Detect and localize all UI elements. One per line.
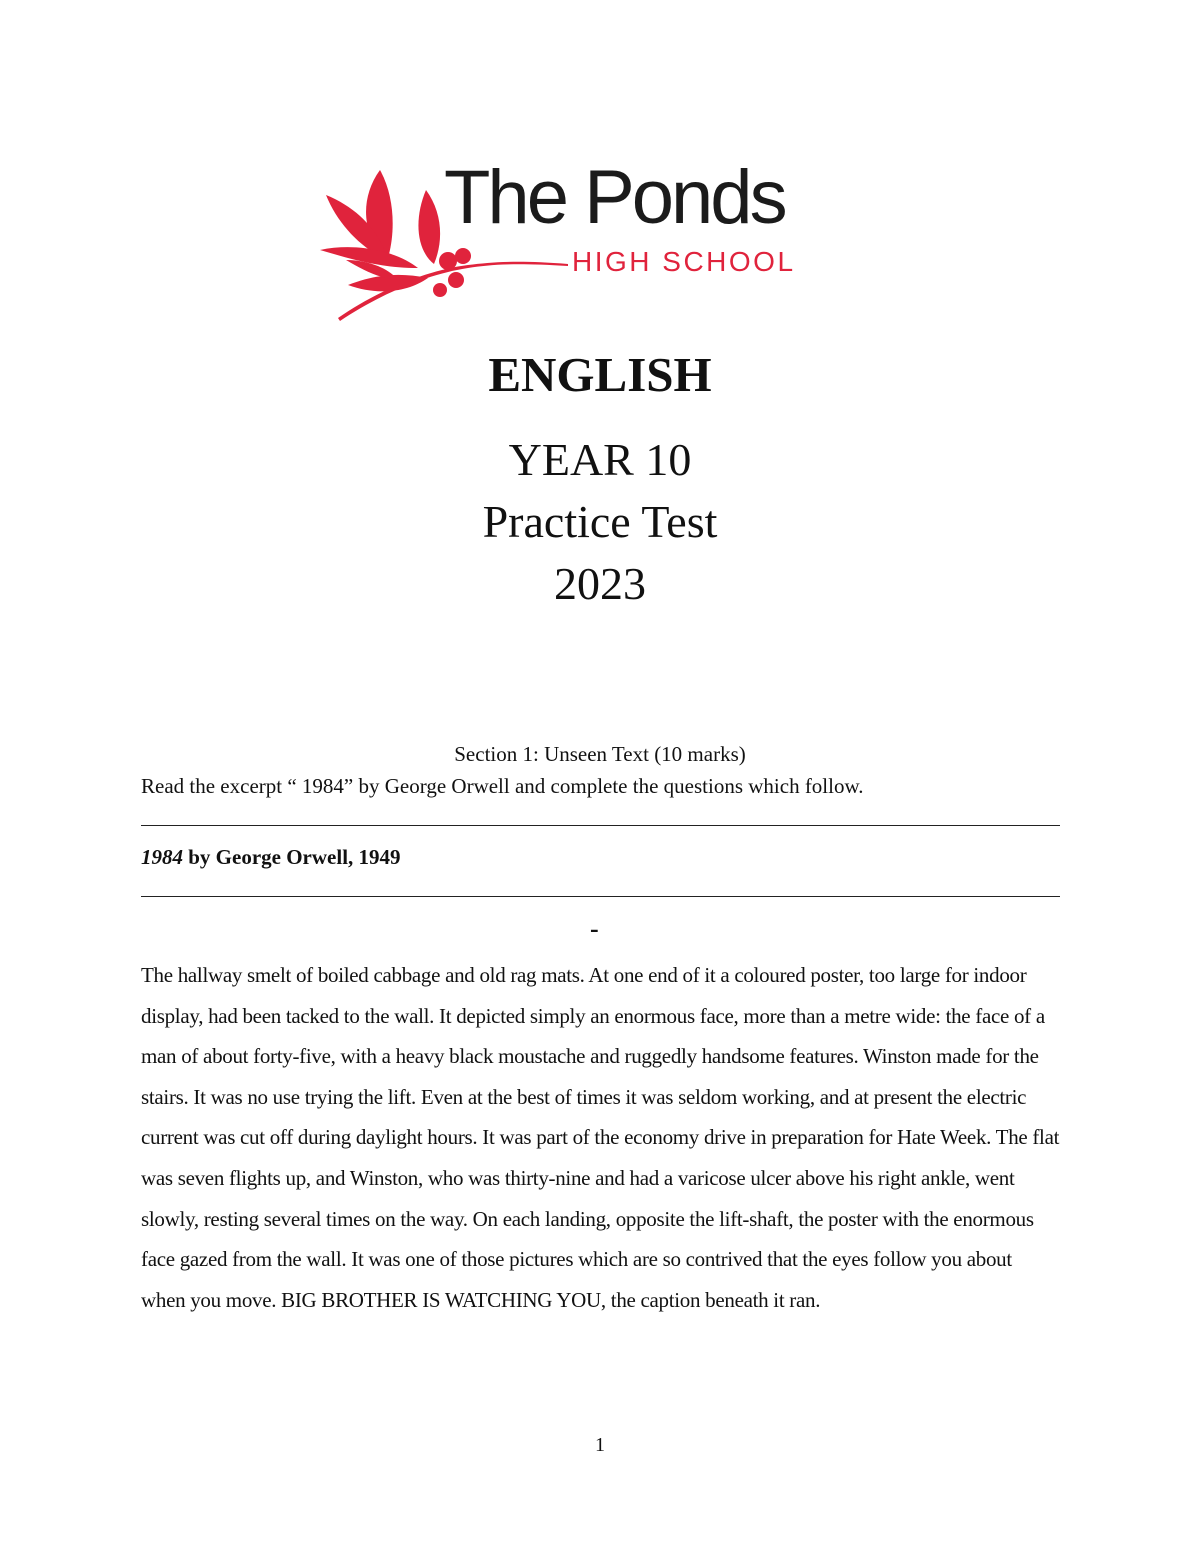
school-logo <box>318 155 838 330</box>
excerpt-paragraph: The hallway smelt of boiled cabbage and old rag mats. At one end of it a coloured poster, too large for indoor display, had been tacked to the wall. It depicted simply an enormous face, more than a metre wide: the face of a man of about forty-five, with a heavy black moustache and ruggedly handsome features. Winston made for the stairs. It was no use trying the lift. Even at the best of times it was seldom working, and at present the electric current was cut off during daylight hours. It was part of the economy drive in preparation for Hate Week. The flat was seven flights up, and Winston, who was thirty-nine and had a varicose ulcer above his right ankle, went slowly, resting several times on the way. On each landing, opposite the lift-shaft, the poster with the enormous face gazed from the wall. It was one of those pictures which are so contrived that the eyes follow you about when you move. BIG BROTHER IS WATCHING YOU, the caption beneath it ran. <box>141 963 1060 1312</box>
text-heading <box>141 845 401 870</box>
logo-subtitle: HIGH SCHOOL <box>572 246 796 277</box>
logo-title: The Ponds <box>444 155 785 240</box>
test-name: Practice Test <box>482 496 718 547</box>
work-byline: by George Orwell, 1949 <box>183 845 401 869</box>
subject-title: ENGLISH <box>488 347 712 402</box>
work-title: 1984 <box>141 845 183 869</box>
test-year: 2023 <box>554 558 646 609</box>
divider-bottom <box>141 896 1060 897</box>
section-title: Section 1: Unseen Text (10 marks) <box>454 742 746 766</box>
separator-dash: - <box>590 914 599 943</box>
year-level: YEAR 10 <box>508 434 692 485</box>
divider-top <box>141 825 1060 826</box>
page-number: 1 <box>595 1434 605 1456</box>
section-instruction: Read the excerpt “ 1984” by George Orwell and complete the questions which follow. <box>141 774 864 798</box>
